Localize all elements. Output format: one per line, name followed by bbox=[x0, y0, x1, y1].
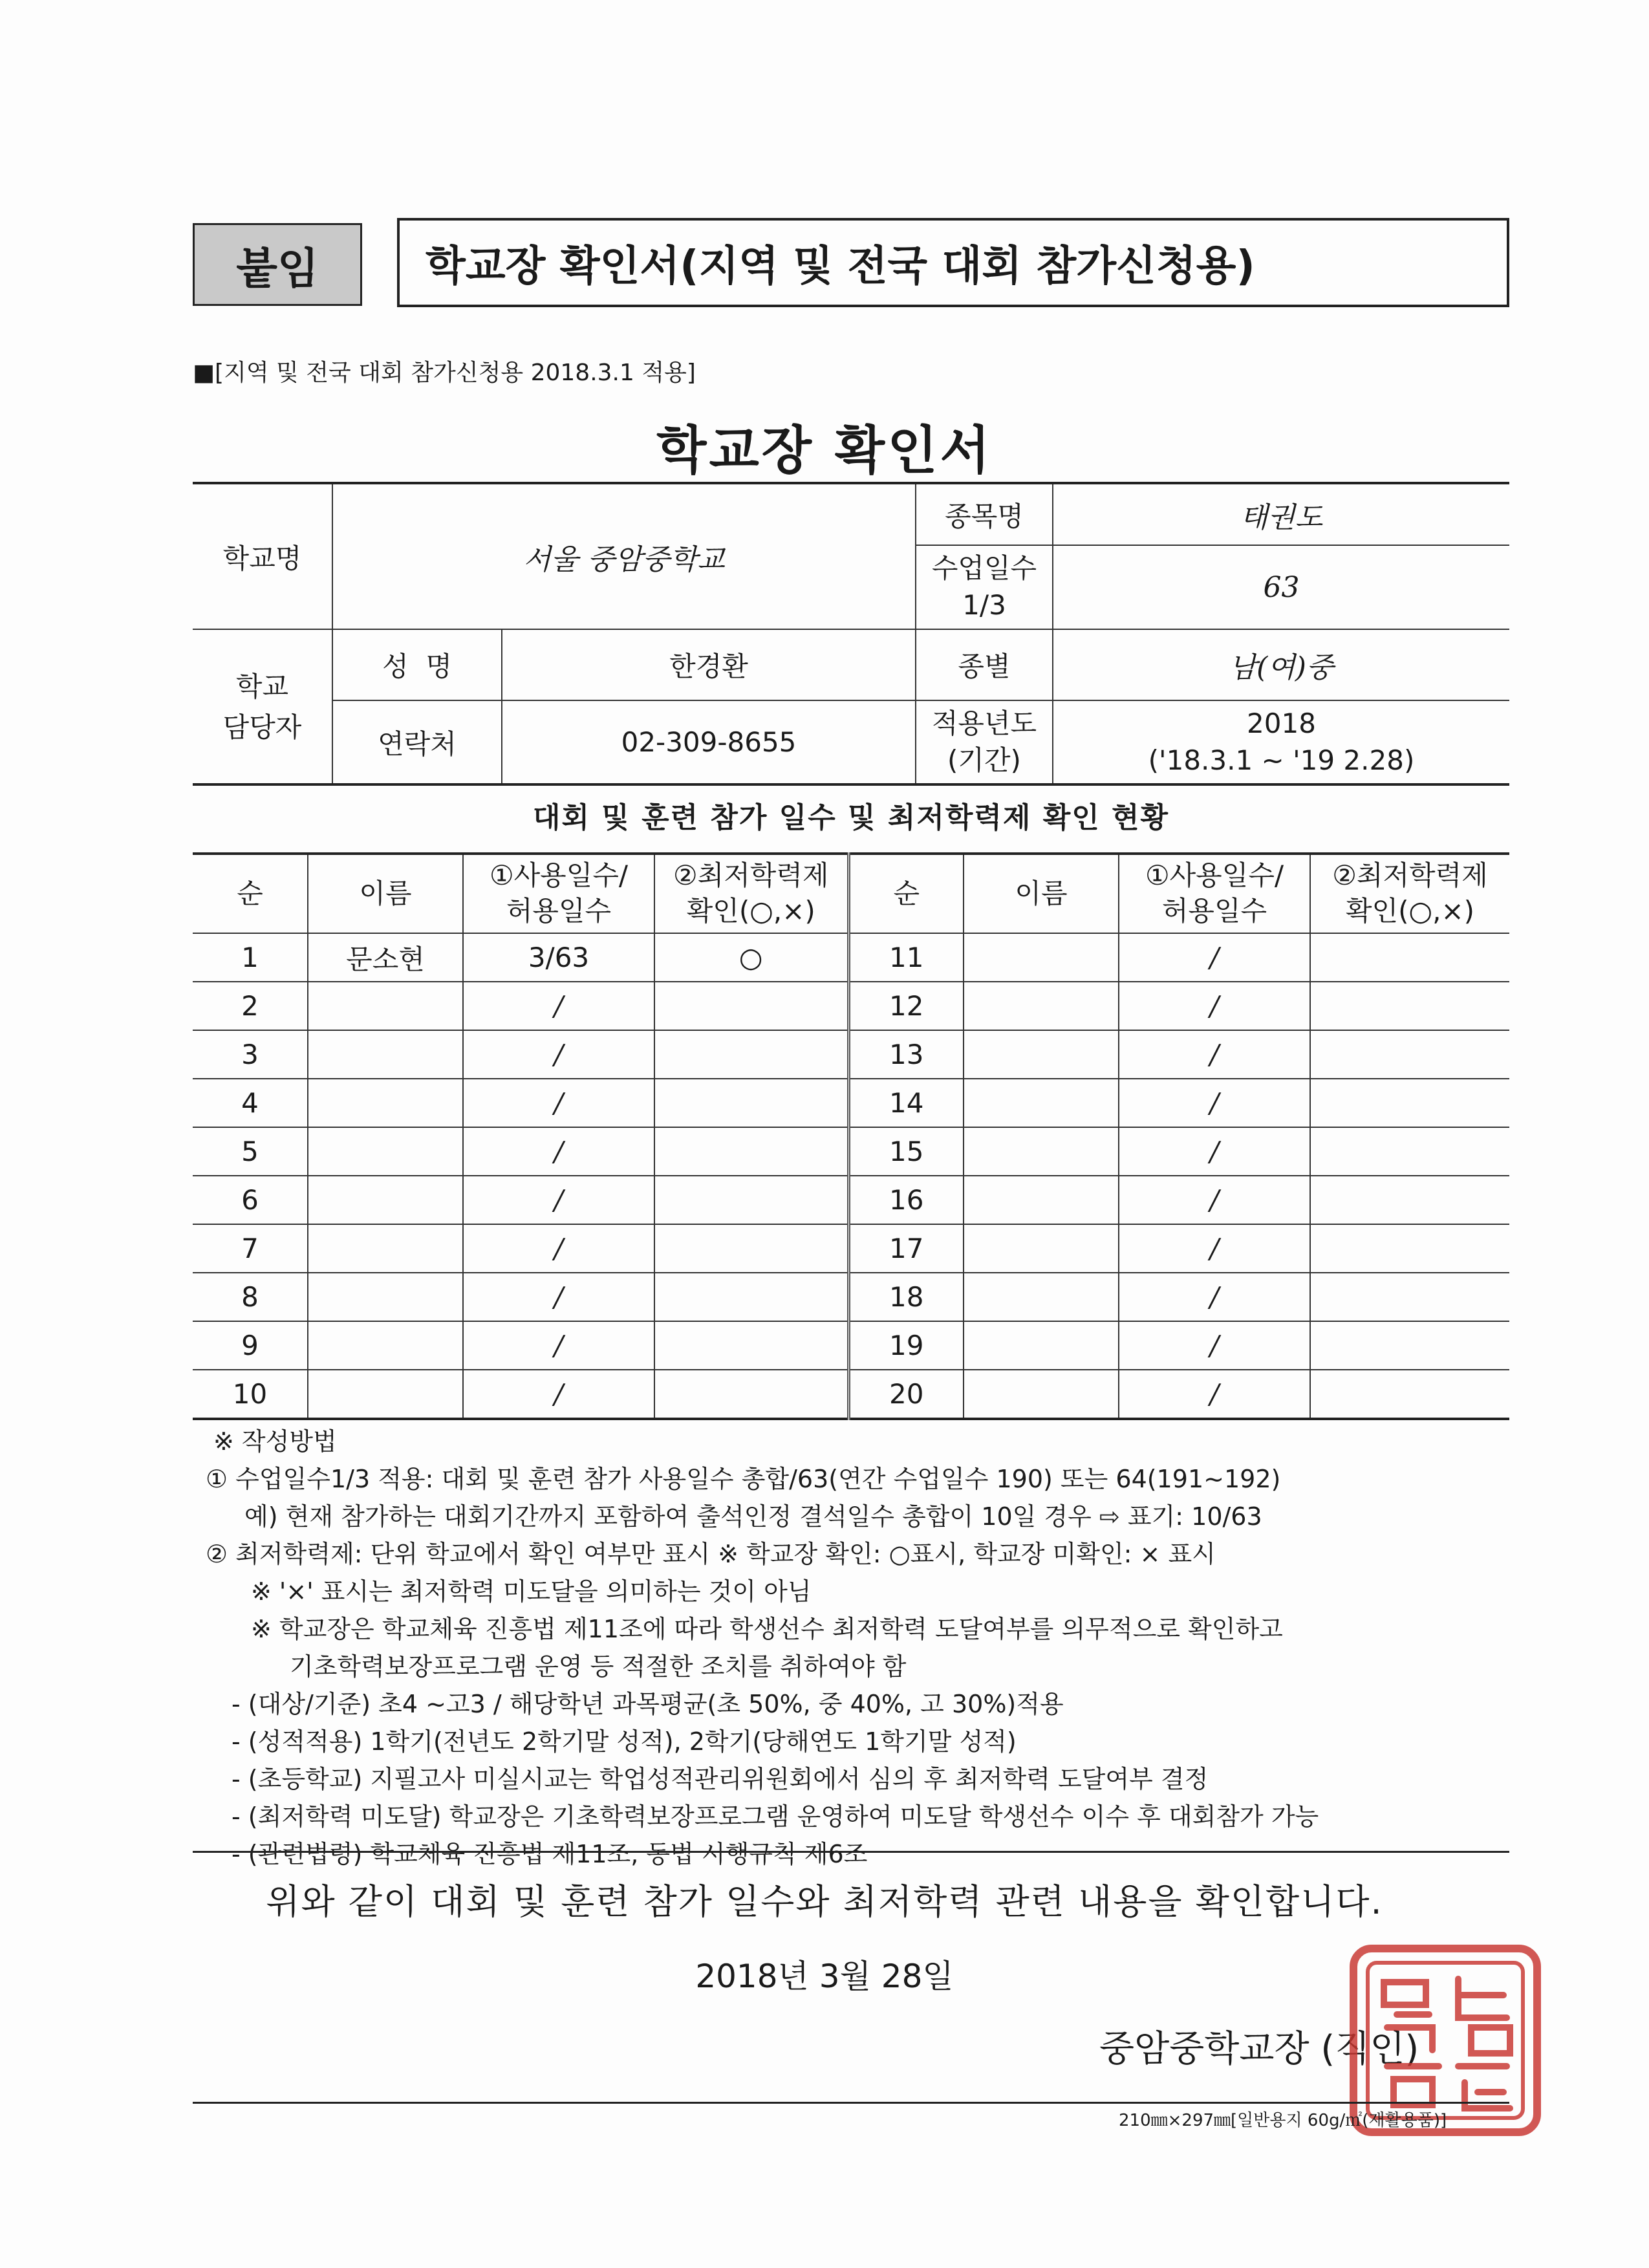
year-value-line2: ('18.3.1 ~ '19 2.28) bbox=[1148, 744, 1415, 776]
year-label bbox=[916, 700, 1053, 784]
document-title: 학교장 확인서 bbox=[656, 420, 993, 481]
row-check bbox=[654, 1321, 848, 1370]
row-name bbox=[308, 1370, 463, 1419]
row-days: / bbox=[463, 1079, 654, 1127]
row-days: / bbox=[463, 1176, 654, 1224]
header-check-right-line2: 확인(○,×) bbox=[1345, 895, 1475, 927]
header-name-right: 이름 bbox=[964, 854, 1119, 933]
status-header-row bbox=[193, 854, 1509, 933]
header-no-right: 순 bbox=[848, 854, 964, 933]
row-days-right: / bbox=[1119, 1176, 1310, 1224]
row-no-right: 12 bbox=[848, 982, 964, 1030]
manager-label-line2: 담당자 bbox=[222, 711, 302, 743]
row-name bbox=[308, 1030, 463, 1079]
header-days bbox=[463, 854, 654, 933]
row-name-right bbox=[964, 1030, 1119, 1079]
row-check-right bbox=[1310, 1370, 1509, 1419]
row-days: 3/63 bbox=[463, 933, 654, 982]
row-check-right bbox=[1310, 1176, 1509, 1224]
paper-spec-footer: 210㎜×297㎜[일반용지 60g/㎡(재활용품)] bbox=[1119, 2111, 1447, 2130]
class-days-label-line1: 수업일수 bbox=[931, 552, 1037, 585]
row-days: / bbox=[463, 1224, 654, 1273]
class-days-label-line2: 1/3 bbox=[962, 589, 1006, 621]
status-row bbox=[193, 1370, 1509, 1419]
row-days-right: / bbox=[1119, 982, 1310, 1030]
status-row bbox=[193, 1079, 1509, 1127]
row-name bbox=[308, 1176, 463, 1224]
row-no-right: 13 bbox=[848, 1030, 964, 1079]
row-no-right: 14 bbox=[848, 1079, 964, 1127]
issue-date: 2018년 3월 28일 bbox=[695, 1958, 954, 1995]
row-days: / bbox=[463, 1273, 654, 1321]
year-label-line1: 적용년도 bbox=[931, 707, 1037, 739]
row-name-right bbox=[964, 1321, 1119, 1370]
row-name-right bbox=[964, 1079, 1119, 1127]
instruction-item1-line1: ① 수업일수1/3 적용: 대회 및 훈련 참가 사용일수 총합/63(연간 수업일수 190) 또는 64(191~192) bbox=[206, 1465, 1281, 1493]
header-no: 순 bbox=[193, 854, 308, 933]
applicability-note: ■[지역 및 전국 대회 참가신청용 2018.3.1 적용] bbox=[193, 360, 696, 386]
confirm-divider bbox=[193, 1851, 1509, 1853]
row-days-right: / bbox=[1119, 933, 1310, 982]
instruction-dash2: - (성적적용) 1학기(전년도 2학기말 성적), 2학기(당해연도 1학기말 성적) bbox=[232, 1727, 1017, 1756]
manager-name-value: 한경환 bbox=[502, 629, 916, 700]
row-no: 2 bbox=[193, 982, 308, 1030]
header-check bbox=[654, 854, 848, 933]
row-no: 6 bbox=[193, 1176, 308, 1224]
row-no: 9 bbox=[193, 1321, 308, 1370]
instruction-dash1: - (대상/기준) 초4 ~고3 / 해당학년 과목평균(초 50%, 중 40%, 고 30%)적용 bbox=[232, 1690, 1064, 1718]
row-name-right bbox=[964, 1127, 1119, 1176]
confirmation-statement: 위와 같이 대회 및 훈련 참가 일수와 최저학력 관련 내용을 확인합니다. bbox=[266, 1881, 1383, 1922]
row-name bbox=[308, 1224, 463, 1273]
year-label-line2: (기간) bbox=[947, 744, 1021, 776]
row-days: / bbox=[463, 1321, 654, 1370]
principal-signature: 중암중학교장 (직인) bbox=[1099, 2028, 1419, 2070]
row-name-right bbox=[964, 1370, 1119, 1419]
header-title: 학교장 확인서(지역 및 전국 대회 참가신청용) bbox=[397, 218, 1509, 307]
row-days: / bbox=[463, 1370, 654, 1419]
row-check-right bbox=[1310, 1127, 1509, 1176]
row-days-right: / bbox=[1119, 1127, 1310, 1176]
class-days-label bbox=[916, 545, 1053, 629]
header-name: 이름 bbox=[308, 854, 463, 933]
row-check-right bbox=[1310, 1273, 1509, 1321]
row-no-right: 17 bbox=[848, 1224, 964, 1273]
row-name-right bbox=[964, 1176, 1119, 1224]
status-row bbox=[193, 1030, 1509, 1079]
year-value bbox=[1053, 700, 1509, 784]
row-check bbox=[654, 982, 848, 1030]
contact-label: 연락처 bbox=[332, 700, 502, 784]
row-check: ○ bbox=[654, 933, 848, 982]
row-no-right: 11 bbox=[848, 933, 964, 982]
row-check bbox=[654, 1030, 848, 1079]
row-check bbox=[654, 1224, 848, 1273]
header-days-right bbox=[1119, 854, 1310, 933]
row-name-right bbox=[964, 982, 1119, 1030]
contact-value: 02-309-8655 bbox=[502, 700, 916, 784]
instruction-item2: ② 최저학력제: 단위 학교에서 확인 여부만 표시 ※ 학교장 확인: ○표시, 학교장 미확인: × 표시 bbox=[206, 1540, 1216, 1568]
school-name-label: 학교명 bbox=[193, 483, 332, 629]
row-no: 4 bbox=[193, 1079, 308, 1127]
instruction-dash5: - (관련법령) 학교체육 진흥법 제11조, 동법 시행규칙 제6조 bbox=[232, 1840, 868, 1868]
manager-name-label: 성 명 bbox=[332, 629, 502, 700]
row-check bbox=[654, 1176, 848, 1224]
row-name-right bbox=[964, 1273, 1119, 1321]
header-check-line2: 확인(○,×) bbox=[686, 895, 815, 927]
row-no: 8 bbox=[193, 1273, 308, 1321]
status-row bbox=[193, 982, 1509, 1030]
instruction-note2-line2: 기초학력보장프로그램 운영 등 적절한 조치를 취하여야 함 bbox=[290, 1652, 907, 1681]
row-days: / bbox=[463, 1127, 654, 1176]
instruction-note1: ※ '×' 표시는 최저학력 미도달을 의미하는 것이 아님 bbox=[251, 1577, 812, 1606]
row-name bbox=[308, 1127, 463, 1176]
row-check-right bbox=[1310, 1321, 1509, 1370]
row-check bbox=[654, 1127, 848, 1176]
row-check bbox=[654, 1273, 848, 1321]
status-row bbox=[193, 1176, 1509, 1224]
header-days-line2: 허용일수 bbox=[506, 895, 612, 927]
instruction-dash4: - (최저학력 미도달) 학교장은 기초학력보장프로그램 운영하여 미도달 학생선수 이수 후 대회참가 가능 bbox=[232, 1802, 1319, 1831]
row-check-right bbox=[1310, 1224, 1509, 1273]
row-no: 7 bbox=[193, 1224, 308, 1273]
instructions-heading: ※ 작성방법 bbox=[213, 1427, 337, 1456]
row-check bbox=[654, 1079, 848, 1127]
row-no: 10 bbox=[193, 1370, 308, 1419]
row-no-right: 19 bbox=[848, 1321, 964, 1370]
sport-value: 태권도 bbox=[1053, 483, 1509, 545]
row-no: 3 bbox=[193, 1030, 308, 1079]
row-check bbox=[654, 1370, 848, 1419]
row-days: / bbox=[463, 982, 654, 1030]
row-no-right: 20 bbox=[848, 1370, 964, 1419]
instructions bbox=[206, 1423, 1518, 1873]
row-name bbox=[308, 982, 463, 1030]
attachment-tag: 붙임 bbox=[193, 223, 362, 306]
row-check-right bbox=[1310, 1030, 1509, 1079]
row-days: / bbox=[463, 1030, 654, 1079]
year-value-line1: 2018 bbox=[1247, 707, 1316, 739]
sport-label: 종목명 bbox=[916, 483, 1053, 545]
row-name bbox=[308, 1079, 463, 1127]
participation-status-table bbox=[193, 852, 1509, 1420]
status-row bbox=[193, 933, 1509, 982]
row-name bbox=[308, 1321, 463, 1370]
header-days-right-line2: 허용일수 bbox=[1161, 895, 1267, 927]
row-name bbox=[308, 1273, 463, 1321]
instruction-note2-line1: ※ 학교장은 학교체육 진흥법 제11조에 따라 학생선수 최저학력 도달여부를 의무적으로 확인하고 bbox=[251, 1615, 1283, 1643]
row-days-right: / bbox=[1119, 1321, 1310, 1370]
manager-label-line1: 학교 bbox=[235, 670, 289, 702]
row-days-right: / bbox=[1119, 1370, 1310, 1419]
status-section-title: 대회 및 훈련 참가 일수 및 최저학력제 확인 현황 bbox=[532, 801, 1170, 834]
row-no-right: 15 bbox=[848, 1127, 964, 1176]
status-row bbox=[193, 1321, 1509, 1370]
school-name-value: 서울 중암중학교 bbox=[332, 483, 916, 629]
header-days-right-line1: ①사용일수/ bbox=[1145, 859, 1284, 892]
header-check-right-line1: ②최저학력제 bbox=[1332, 859, 1488, 892]
row-name: 문소현 bbox=[308, 933, 463, 982]
row-days-right: / bbox=[1119, 1224, 1310, 1273]
row-no-right: 18 bbox=[848, 1273, 964, 1321]
row-days-right: / bbox=[1119, 1030, 1310, 1079]
header-days-line1: ①사용일수/ bbox=[489, 859, 629, 892]
school-info-table bbox=[193, 482, 1509, 786]
row-days-right: / bbox=[1119, 1273, 1310, 1321]
row-name-right bbox=[964, 1224, 1119, 1273]
status-row bbox=[193, 1127, 1509, 1176]
row-days-right: / bbox=[1119, 1079, 1310, 1127]
class-days-value: 63 bbox=[1053, 545, 1509, 629]
row-check-right bbox=[1310, 933, 1509, 982]
header-check-line1: ②최저학력제 bbox=[673, 859, 829, 892]
row-no-right: 16 bbox=[848, 1176, 964, 1224]
row-no: 1 bbox=[193, 933, 308, 982]
footer-divider bbox=[193, 2102, 1509, 2104]
instruction-item1-line2: 예) 현재 참가하는 대회기간까지 포함하여 출석인정 결석일수 총합이 10일 경우 ⇨ 표기: 10/63 bbox=[244, 1502, 1262, 1531]
instruction-dash3: - (초등학교) 지필고사 미실시교는 학업성적관리위원회에서 심의 후 최저학력 도달여부 결정 bbox=[232, 1765, 1209, 1793]
gender-label: 종별 bbox=[916, 629, 1053, 700]
seal-glyphs bbox=[1384, 1979, 1510, 2108]
row-name-right bbox=[964, 933, 1119, 982]
header-check-right bbox=[1310, 854, 1509, 933]
status-row bbox=[193, 1224, 1509, 1273]
gender-value: 남(여)중 bbox=[1053, 629, 1509, 700]
manager-label bbox=[193, 629, 332, 784]
status-row bbox=[193, 1273, 1509, 1321]
row-check-right bbox=[1310, 982, 1509, 1030]
row-no: 5 bbox=[193, 1127, 308, 1176]
row-check-right bbox=[1310, 1079, 1509, 1127]
